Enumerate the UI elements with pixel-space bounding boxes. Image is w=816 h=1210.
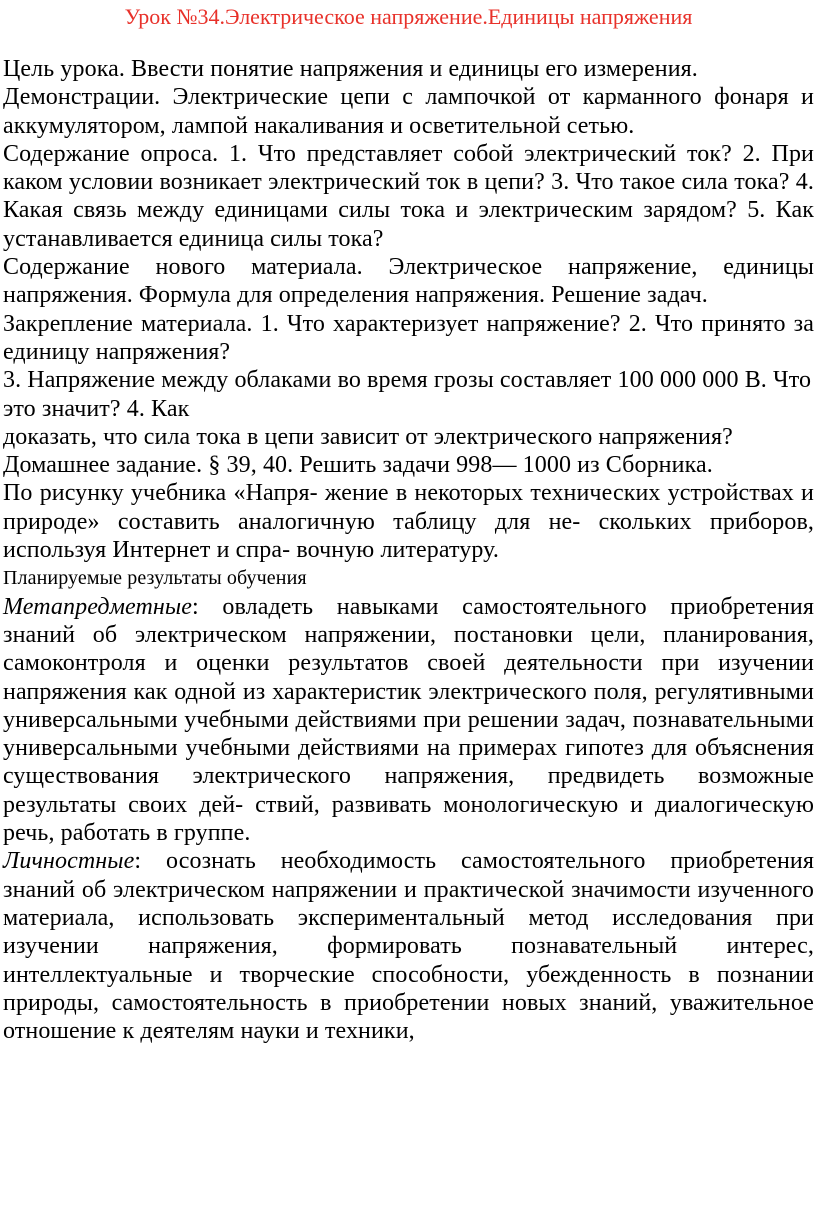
results-heading: Планируемые результаты обучения xyxy=(3,567,307,590)
meta-results xyxy=(3,593,814,848)
lesson-demos: Демонстрации. Электрические цепи с лампочкой от карманного фонаря и аккумулятором, лампой накаливания и осветительной сетью. xyxy=(3,84,814,139)
personal-label: Личностные xyxy=(3,848,135,875)
lesson-body xyxy=(3,55,814,1045)
lesson-homework-extra: По рисунку учебника «Напря- жение в некоторых технических устройствах и природе» составить аналогичную таблицу для не- скольких приборов, используя Интернет и спра- вочную литературу. xyxy=(3,480,814,564)
lesson-question-4: доказать, что сила тока в цепи зависит от электрического напряжения? xyxy=(3,423,733,450)
lesson-new-material: Содержание нового материала. Электрическое напряжение, единицы напряжения. Формула для определения напряжения. Решение задач. xyxy=(3,254,814,309)
lesson-question-3: 3. Напряжение между облаками во время грозы составляет 100 000 000 В. Что это значит? 4. Как xyxy=(3,367,812,422)
personal-results xyxy=(3,847,814,1045)
page-title: Урок №34.Электрическое напряжение.Единицы напряжения xyxy=(124,4,693,29)
lesson-goal: Цель урока. Ввести понятие напряжения и единицы его измерения. xyxy=(3,56,698,82)
lesson-reinforce: Закрепление материала. 1. Что характеризует напряжение? 2. Что принято за единицу напряжения? xyxy=(3,310,814,365)
meta-label: Метапредметные xyxy=(3,593,193,620)
personal-text: : осознать необходимость самостоятельного приобретения знаний об электрическом напряжении и практической значимости изученного материала, использовать экспериментальный метод исследования при изучении напряжения, формировать познавательный интерес, интеллектуальные и творческие способности, убежденность в познании природы, самостоятельность в приобретении новых знаний, уважительное отношение к деятелям науки и техники, xyxy=(3,848,814,1045)
meta-text: : овладеть навыками самостоятельного приобретения знаний об электрическом напряжении, постановки цели, планирования, самоконтроля и оценки результатов своей деятельности при изучении напряжения как одной из характеристик электрического поля, регулятивными универсальными учебными действиями при решении задач, познавательными универсальными учебными действиями на примерах гипотез для объяснения существования электрического напряжения, предвидеть возможные результаты своих дей- ствий, развивать монологическую и диалогическую речь, работать в группе. xyxy=(3,593,814,847)
lesson-homework: Домашнее задание. § 39, 40. Решить задачи 998— 1000 из Сборника. xyxy=(3,452,713,479)
lesson-survey: Содержание опроса. 1. Что представляет собой электрический ток? 2. При каком условии возникает электрический ток в цепи? 3. Что такое сила тока? 4. Какая связь между единицами силы тока и электрическим зарядом? 5. Как устанавливается единица силы тока? xyxy=(3,140,814,252)
